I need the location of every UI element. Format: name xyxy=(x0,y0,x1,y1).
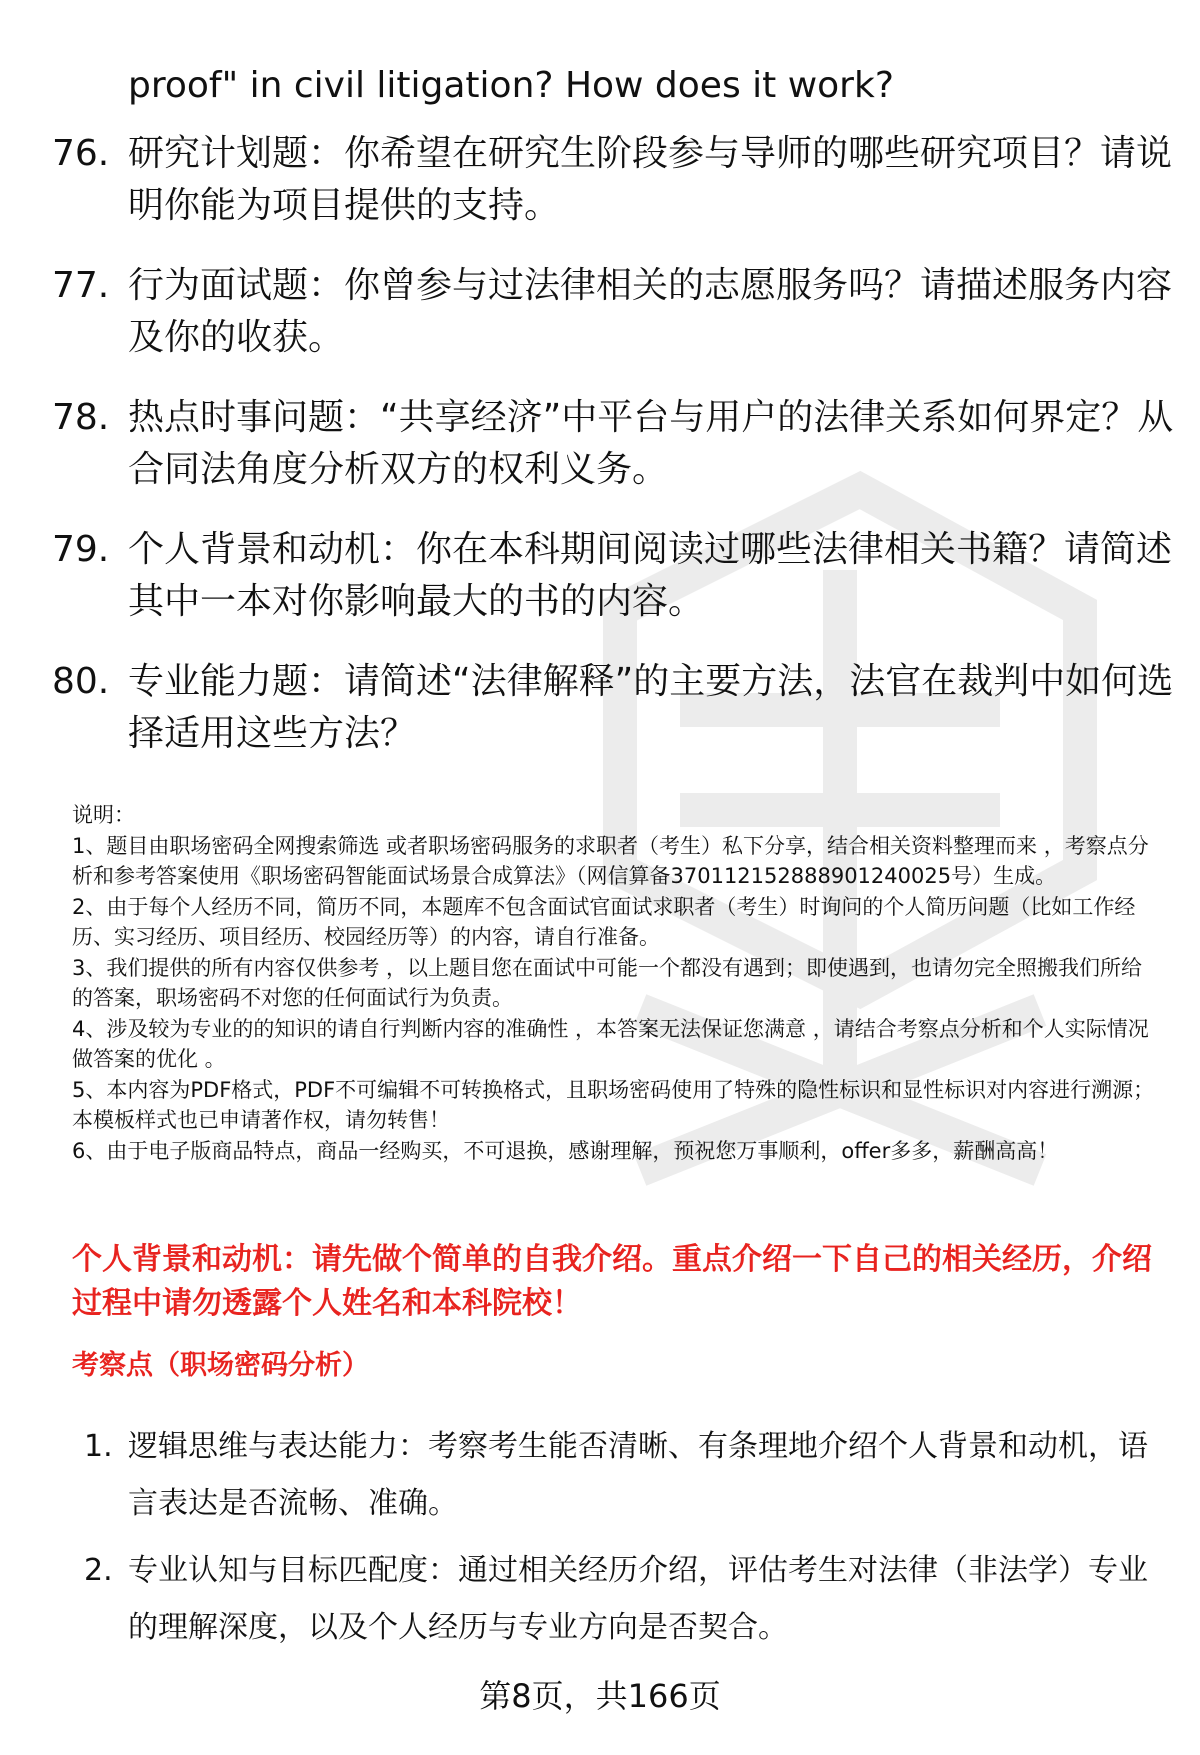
question-text: 个人背景和动机：你在本科期间阅读过哪些法律相关书籍？请简述其中一本对你影响最大的书的内容。 xyxy=(128,529,1173,622)
note-item: 2、由于每个人经历不同，简历不同，本题库不包含面试官面试求职者（考生）时询问的个人简历问题（比如工作经历、实习经历、项目经历、校园经历等）的内容，请自行准备。 xyxy=(72,894,1136,949)
notes-block xyxy=(72,800,1162,1166)
question-text: 行为面试题：你曾参与过法律相关的志愿服务吗？请描述服务内容及你的收获。 xyxy=(128,265,1173,358)
question-text: 热点时事问题：“共享经济”中平台与用户的法律关系如何界定？从合同法角度分析双方的权利义务。 xyxy=(128,397,1174,490)
point-text: 逻辑思维与表达能力：考察考生能否清晰、有条理地介绍个人背景和动机，语言表达是否流畅、准确。 xyxy=(128,1429,1148,1521)
note-item: 6、由于电子版商品特点，商品一经购买，不可退换，感谢理解，预祝您万事顺利，offer多多，薪酬高高！ xyxy=(72,1138,1059,1163)
question-text: 研究计划题：你希望在研究生阶段参与导师的哪些研究项目？请说明你能为项目提供的支持。 xyxy=(128,133,1173,226)
point-number: 2. xyxy=(84,1553,113,1588)
question-number: 76. xyxy=(52,133,110,174)
continuation-text: proof" in civil litigation? How does it work? xyxy=(128,65,894,106)
point-number: 1. xyxy=(84,1429,113,1464)
page-footer: 第8页，共166页 xyxy=(479,1677,721,1715)
point-text: 专业认知与目标匹配度：通过相关经历介绍，评估考生对法律（非法学）专业的理解深度，以及个人经历与专业方向是否契合。 xyxy=(128,1553,1148,1645)
question-text: 专业能力题：请简述“法律解释”的主要方法，法官在裁判中如何选择适用这些方法？ xyxy=(128,661,1174,754)
question-number: 80. xyxy=(52,661,110,702)
note-item: 4、涉及较为专业的的知识的请自行判断内容的准确性 ，本答案无法保证您满意 ，请结合考察点分析和个人实际情况做答案的优化 。 xyxy=(72,1016,1149,1071)
note-item: 5、本内容为PDF格式，PDF不可编辑不可转换格式，且职场密码使用了特殊的隐性标识和显性标识对内容进行溯源；本模板样式也已申请著作权，请勿转售！ xyxy=(72,1077,1155,1132)
notes-title: 说明： xyxy=(72,803,135,827)
question-number: 79. xyxy=(52,529,110,570)
note-item: 3、我们提供的所有内容仅供参考 ，以上题目您在面试中可能一个都没有遇到；即使遇到，也请勿完全照搬我们所给的答案，职场密码不对您的任何面试行为负责。 xyxy=(72,955,1143,1010)
question-number: 77. xyxy=(52,265,110,306)
section-title: 考察点（职场密码分析） xyxy=(72,1350,369,1381)
question-number: 78. xyxy=(52,397,110,438)
note-item: 1、题目由职场密码全网搜索筛选 或者职场密码服务的求职者（考生）私下分享，结合相关资料整理而来 ，考察点分析和参考答案使用《职场密码智能面试场景合成算法》（网信算备370112152888901240025号）生成。 xyxy=(72,833,1149,888)
highlight-question: 个人背景和动机：请先做个简单的自我介绍。重点介绍一下自己的相关经历，介绍过程中请勿透露个人姓名和本科院校！ xyxy=(72,1242,1152,1321)
